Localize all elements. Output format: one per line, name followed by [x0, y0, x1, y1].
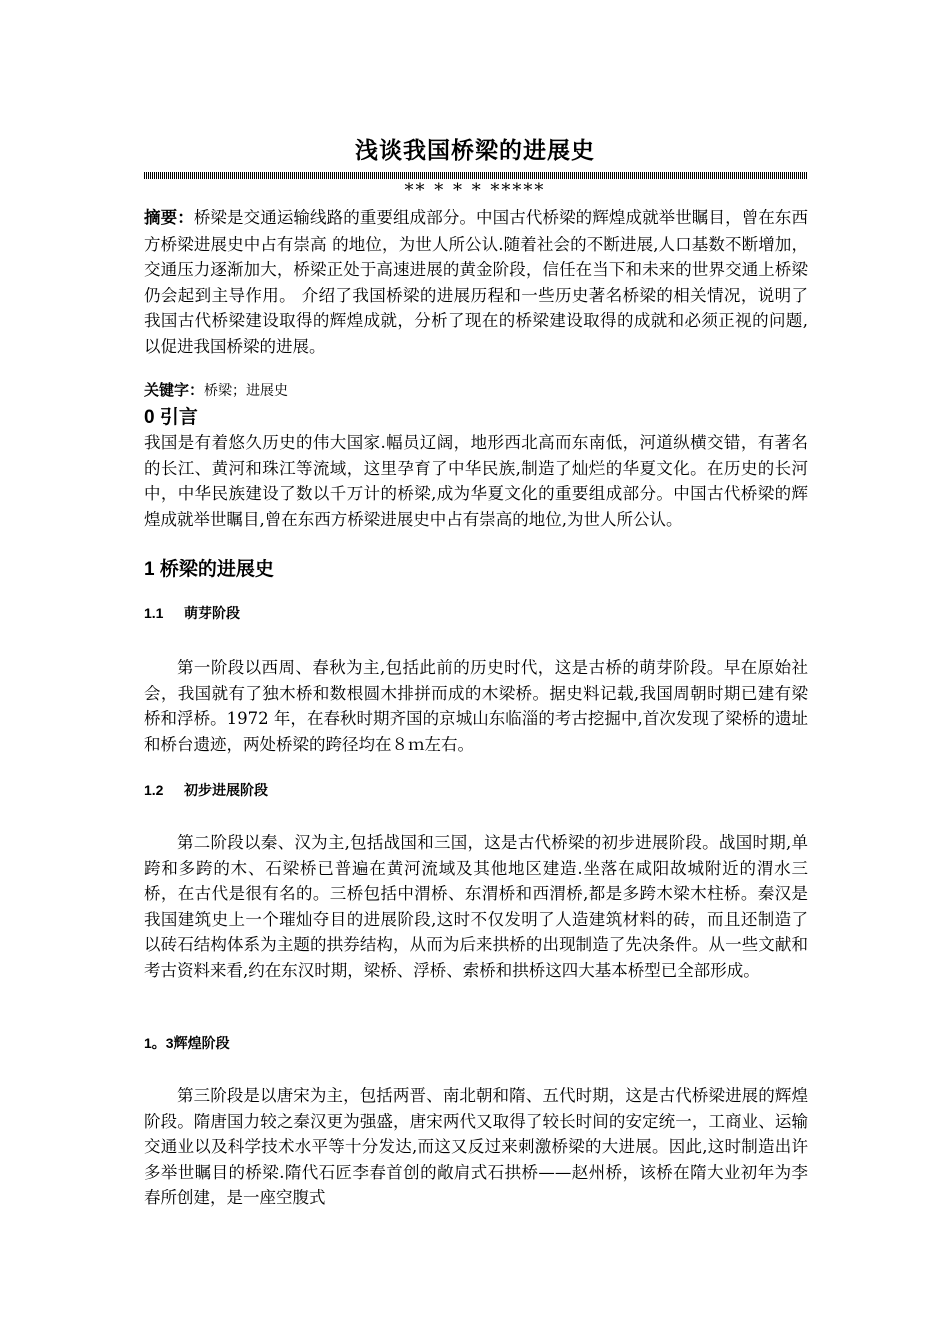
abstract-label: 摘要： [144, 209, 194, 227]
subsection-1-1-number: 1.1 [144, 605, 164, 621]
abstract-paragraph [144, 205, 808, 359]
document-title: 浅谈我国桥梁的进展史 [355, 137, 595, 164]
subsection-1-2-heading [144, 780, 268, 800]
subsection-1-3-heading: 1。3辉煌阶段 [144, 1035, 230, 1051]
subsection-1-3-paragraph: 第三阶段是以唐宋为主，包括两晋、南北朝和隋、五代时期，这是古代桥梁进展的辉煌阶段。隋唐国力较之秦汉更为强盛，唐宋两代又取得了较长时间的安定统一，工商业、运输交通业以及科学技术水平等十分发达,而这又反过来刺激桥梁的大进展。因此,这时制造出许多举世瞩目的桥梁.隋代石匠李春首创的敞肩式石拱桥——赵州桥，该桥在隋大业初年为李春所创建，是一座空腹式 [144, 1086, 808, 1207]
section-0-paragraph: 我国是有着悠久历史的伟大国家.幅员辽阔，地形西北高而东南低，河道纵横交错，有著名的长江、黄河和珠江等流域，这里孕育了中华民族,制造了灿烂的华夏文化。在历史的长河中，中华民族建设了数以千万计的桥梁,成为华夏文化的重要组成部分。中国古代桥梁的辉煌成就举世瞩目,曾在东西方桥梁进展史中占有崇高的地位,为世人所公认。 [144, 433, 808, 529]
title-divider [144, 172, 808, 179]
subsection-1-1-paragraph: 第一阶段以西周、春秋为主,包括此前的历史时代，这是古桥的萌芽阶段。早在原始社会，我国就有了独木桥和数根圆木排拼而成的木梁桥。据史料记载,我国周朝时期已建有梁桥和浮桥。1972 年，在春秋时期齐国的京城山东临淄的考古挖掘中,首次发现了梁桥的遗址和桥台遗迹，两处桥梁的跨径均在８ｍ左右。 [144, 658, 808, 754]
author-line: ** * * * ***** [404, 180, 546, 201]
section-0-heading: 0 引言 [144, 407, 198, 428]
abstract-text: 桥梁是交通运输线路的重要组成部分。中国古代桥梁的辉煌成就举世瞩目，曾在东西方桥梁进展史中占有崇高 的地位，为世人所公认.随着社会的不断进展,人口基数不断增加，交通压力逐渐加大，桥梁正处于高速进展的黄金阶段，信任在当下和未来的世界交通上桥梁仍会起到主导作用。 介绍了我国桥梁的进展历程和一些历史著名桥梁的相关情况，说明了我国古代桥梁建设取得的辉煌成就，分析了现在的桥梁建设取得的成就和必须正视的问题,以促进我国桥梁的进展。 [144, 208, 809, 356]
keywords-label: 关键字： [144, 382, 205, 399]
subsection-1-1-heading [144, 603, 240, 623]
subsection-1-2-number: 1.2 [144, 782, 164, 798]
subsection-1-1-title: 萌芽阶段 [184, 605, 240, 621]
keywords-text: 桥梁；进展史 [204, 383, 289, 399]
subsection-1-2-paragraph: 第二阶段以秦、汉为主,包括战国和三国，这是古代桥梁的初步进展阶段。战国时期,单跨和多跨的木、石梁桥已普遍在黄河流域及其他地区建造.坐落在咸阳故城附近的渭水三桥，在古代是很有名的。三桥包括中渭桥、东渭桥和西渭桥,都是多跨木梁木柱桥。秦汉是我国建筑史上一个璀灿夺目的进展阶段,这时不仅发明了人造建筑材料的砖，而且还制造了以砖石结构体系为主题的拱券结构，从而为后来拱桥的出现制造了先决条件。从一些文献和考古资料来看,约在东汉时期，梁桥、浮桥、索桥和拱桥这四大基本桥型已全部形成。 [144, 833, 808, 980]
subsection-1-2-title: 初步进展阶段 [184, 782, 268, 798]
keywords-line [144, 380, 808, 402]
section-1-heading: 1 桥梁的进展史 [144, 559, 274, 580]
